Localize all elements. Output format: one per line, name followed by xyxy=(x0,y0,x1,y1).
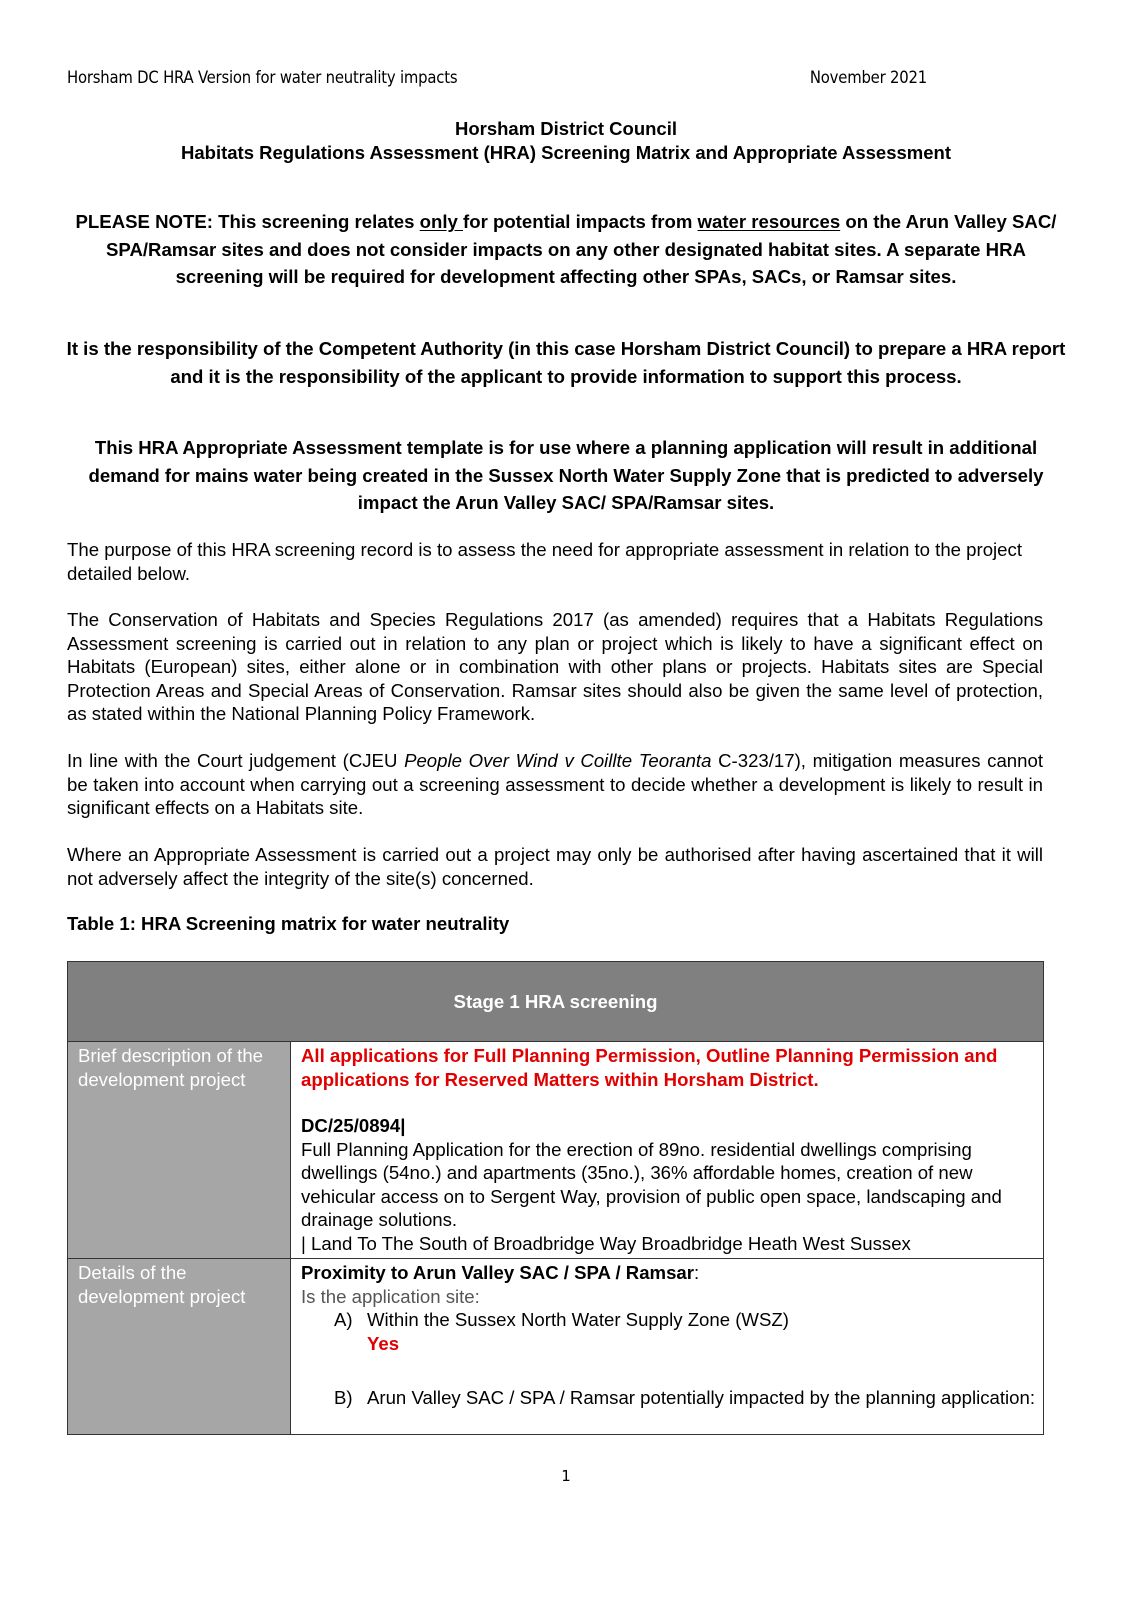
please-note: PLEASE NOTE: This screening relates only for potential impacts from water resources on the Arun Valley SAC/ SPA/Ramsar sites and does not consider impacts on any other designated habitat sites. A separate HRA screening will be required for development affecting other SPAs, SACs, or Ramsar sites. xyxy=(75,211,1057,287)
running-header xyxy=(67,68,927,87)
council-name: Horsham District Council xyxy=(454,118,678,139)
list-item: B) Arun Valley SAC / SPA / Ramsar potentially impacted by the planning application: xyxy=(334,1387,1036,1408)
assessment-title: Habitats Regulations Assessment (HRA) Screening Matrix and Appropriate Assessment xyxy=(181,142,951,163)
appropriate-assessment-paragraph: Where an Appropriate Assessment is carried out a project may only be authorised after having ascertained that it will not adversely affect the integrity of the site(s) concerned. xyxy=(67,844,1043,889)
hra-screening-table xyxy=(67,961,1044,1435)
regulations-paragraph: The Conservation of Habitats and Species Regulations 2017 (as amended) requires that a Habitats Regulations Assessment screening is carried out in relation to any plan or project which is likely to have a significant effect on Habitats (European) sites, either alone or in combination with other plans or projects. Habitats sites are Special Protection Areas and Special Areas of Conservation. Ramsar sites should also be given the same level of protection, as stated within the National Planning Policy Framework. xyxy=(67,609,1043,724)
wsz-answer: Yes xyxy=(367,1332,400,1354)
table-header: Stage 1 HRA screening xyxy=(68,962,1043,1042)
application-location: | Land To The South of Broadbridge Way Broadbridge Heath West Sussex xyxy=(301,1232,911,1254)
court-judgement-paragraph: In line with the Court judgement (CJEU People Over Wind v Coillte Teoranta C-323/17), mitigation measures cannot be taken into account when carrying out a screening assessment to decide whether a development is likely to result in significant effects on a Habitats site. xyxy=(67,750,1043,818)
row-label: Details of the development project xyxy=(68,1259,291,1434)
emphasis-only: only xyxy=(419,211,464,232)
proximity-heading: Proximity to Arun Valley SAC / SPA / Ramsar: xyxy=(301,1262,700,1283)
row-label: Brief description of the development project xyxy=(68,1042,291,1258)
application-description: Full Planning Application for the erection of 89no. residential dwellings comprising dwellings (54no.) and apartments (35no.), 36% affordable homes, creation of new vehicular access on to Sergent Way, provision of public open space, landscaping and drainage solutions. xyxy=(301,1138,1002,1230)
emphasis-water-resources: water resources xyxy=(697,211,841,232)
case-name: People Over Wind v Coillte Teoranta xyxy=(404,750,712,771)
responsibility-note: It is the responsibility of the Competent Authority (in this case Horsham District Council) to prepare a HRA report and it is the responsibility of the applicant to provide information to support this process. xyxy=(66,338,1066,387)
table-row xyxy=(68,1259,1043,1434)
proximity-question: Is the application site: xyxy=(301,1285,480,1307)
application-scope: All applications for Full Planning Permission, Outline Planning Permission and applications for Reserved Matters within Horsham District. xyxy=(301,1045,998,1090)
document-title xyxy=(0,117,1132,165)
table-row xyxy=(68,1042,1043,1259)
header-date: November 2021 xyxy=(809,68,927,87)
row-content xyxy=(291,1259,1043,1434)
template-use-note: This HRA Appropriate Assessment template is for use where a planning application will result in additional demand for mains water being created in the Sussex North Water Supply Zone that is predicted to adversely impact the Arun Valley SAC/ SPA/Ramsar sites. xyxy=(88,437,1044,513)
page-number: 1 xyxy=(561,1467,571,1485)
purpose-paragraph: The purpose of this HRA screening record is to assess the need for appropriate assessment in relation to the project detailed below. xyxy=(67,539,1022,584)
header-title: Horsham DC HRA Version for water neutrality impacts xyxy=(67,68,458,87)
table-caption: Table 1: HRA Screening matrix for water neutrality xyxy=(67,913,510,934)
row-content xyxy=(291,1042,1043,1258)
list-item: A) Within the Sussex North Water Supply Zone (WSZ) xyxy=(334,1309,789,1330)
application-reference: DC/25/0894| xyxy=(301,1115,406,1136)
